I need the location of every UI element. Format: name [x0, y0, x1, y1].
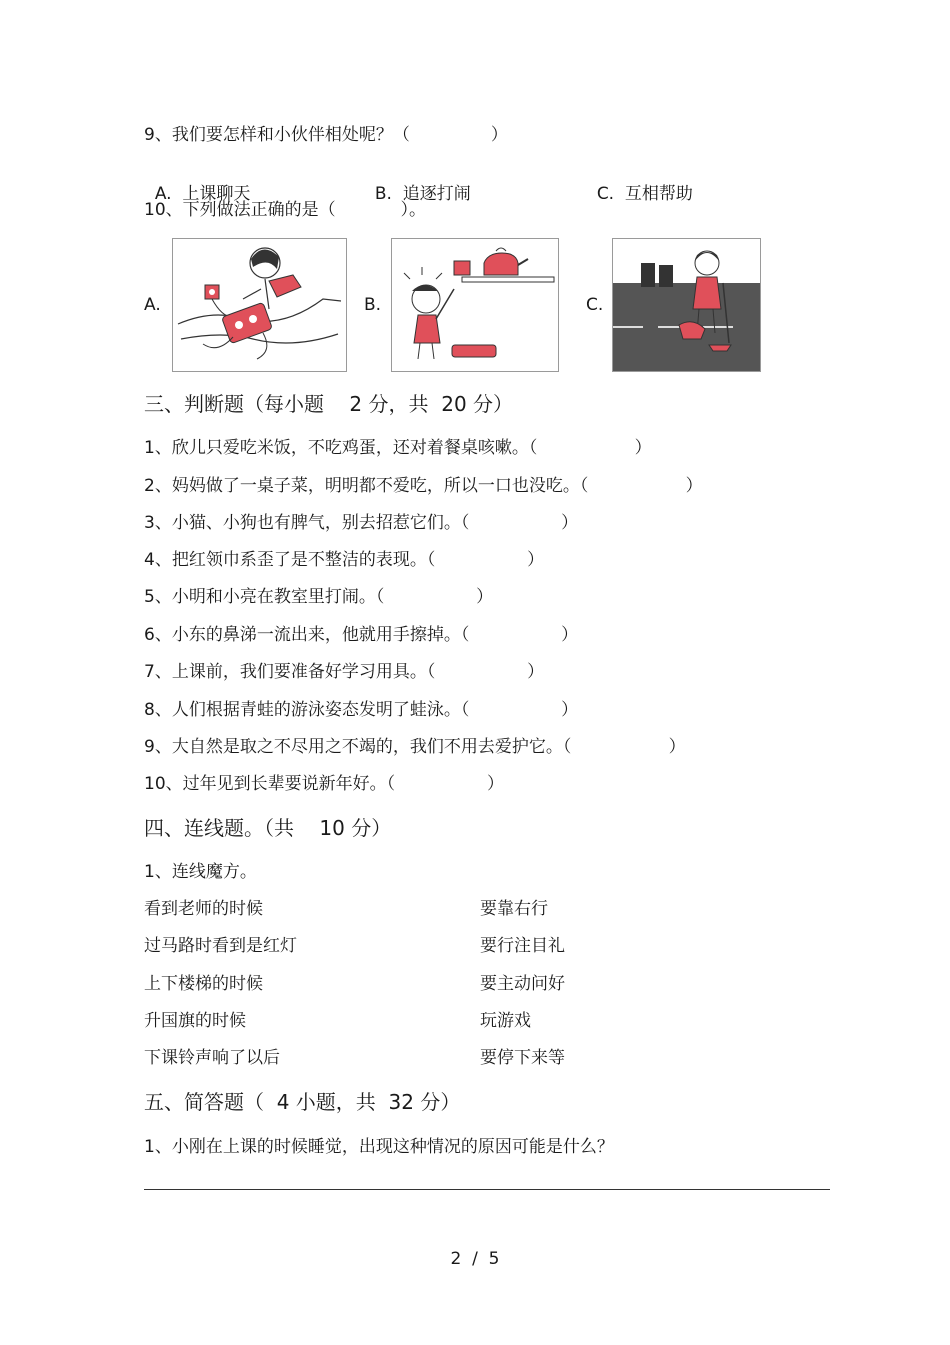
judgment-item: 7、上课前，我们要准备好学习用具。（ ） [144, 662, 545, 682]
q9-question: 9、我们要怎样和小伙伴相处呢？（ ） [144, 125, 508, 145]
q10-question: 10、下列做法正确的是（ ）。 [144, 200, 426, 220]
illustration-c-sweeping-street [612, 238, 761, 372]
short-answer-question: 1、小刚在上课的时候睡觉，出现这种情况的原因可能是什么？ [144, 1137, 614, 1157]
judgment-item: 9、大自然是取之不尽用之不竭的，我们不用去爱护它。（ ） [144, 737, 686, 757]
matching-right-item: 要停下来等 [480, 1048, 565, 1068]
judgment-item: 8、人们根据青蛙的游泳姿态发明了蛙泳。（ ） [144, 700, 579, 720]
matching-right-item: 要行注目礼 [480, 936, 565, 956]
judgment-item: 6、小东的鼻涕一流出来，他就用手擦掉。（ ） [144, 625, 579, 645]
section5-title: 五、简答题（ 4 小题，共 32 分） [144, 1090, 461, 1114]
page-number: 2 / 5 [450, 1249, 500, 1269]
judgment-item: 4、把红领巾系歪了是不整洁的表现。（ ） [144, 550, 545, 570]
matching-right-item: 要靠右行 [480, 899, 548, 919]
judgment-item: 5、小明和小亮在教室里打闹。（ ） [144, 587, 494, 607]
matching-left-item: 下课铃声响了以后 [144, 1048, 280, 1068]
q9-option-a: A. 上课聊天 [154, 184, 251, 204]
judgment-item: 2、妈妈做了一桌子菜，明明都不爱吃，所以一口也没吃。（ ） [144, 476, 703, 496]
answer-line [144, 1189, 830, 1190]
q9-option-b: B. 追逐打闹 [374, 184, 471, 204]
matching-left-item: 过马路时看到是红灯 [144, 936, 297, 956]
judgment-item: 10、过年见到长辈要说新年好。（ ） [144, 774, 504, 794]
section4-title: 四、连线题。（共 10 分） [144, 816, 392, 840]
q9-option-c: C. 互相帮助 [596, 184, 693, 204]
q10-label-c: C. [586, 295, 604, 315]
matching-question: 1、连线魔方。 [144, 862, 257, 882]
illustration-b-hot-kettle [391, 238, 559, 372]
matching-right-item: 玩游戏 [480, 1011, 531, 1031]
matching-right-item: 要主动问好 [480, 974, 565, 994]
illustration-a-electric-socket [172, 238, 347, 372]
judgment-item: 3、小猫、小狗也有脾气，别去招惹它们。（ ） [144, 513, 579, 533]
q10-label-a: A. [144, 295, 161, 315]
q10-label-b: B. [364, 295, 382, 315]
matching-left-item: 升国旗的时候 [144, 1011, 246, 1031]
judgment-item: 1、欣儿只爱吃米饭，不吃鸡蛋，还对着餐桌咳嗽。（ ） [144, 438, 652, 458]
section3-title: 三、判断题（每小题 2 分，共 20 分） [144, 392, 514, 416]
matching-left-item: 看到老师的时候 [144, 899, 263, 919]
matching-left-item: 上下楼梯的时候 [144, 974, 263, 994]
